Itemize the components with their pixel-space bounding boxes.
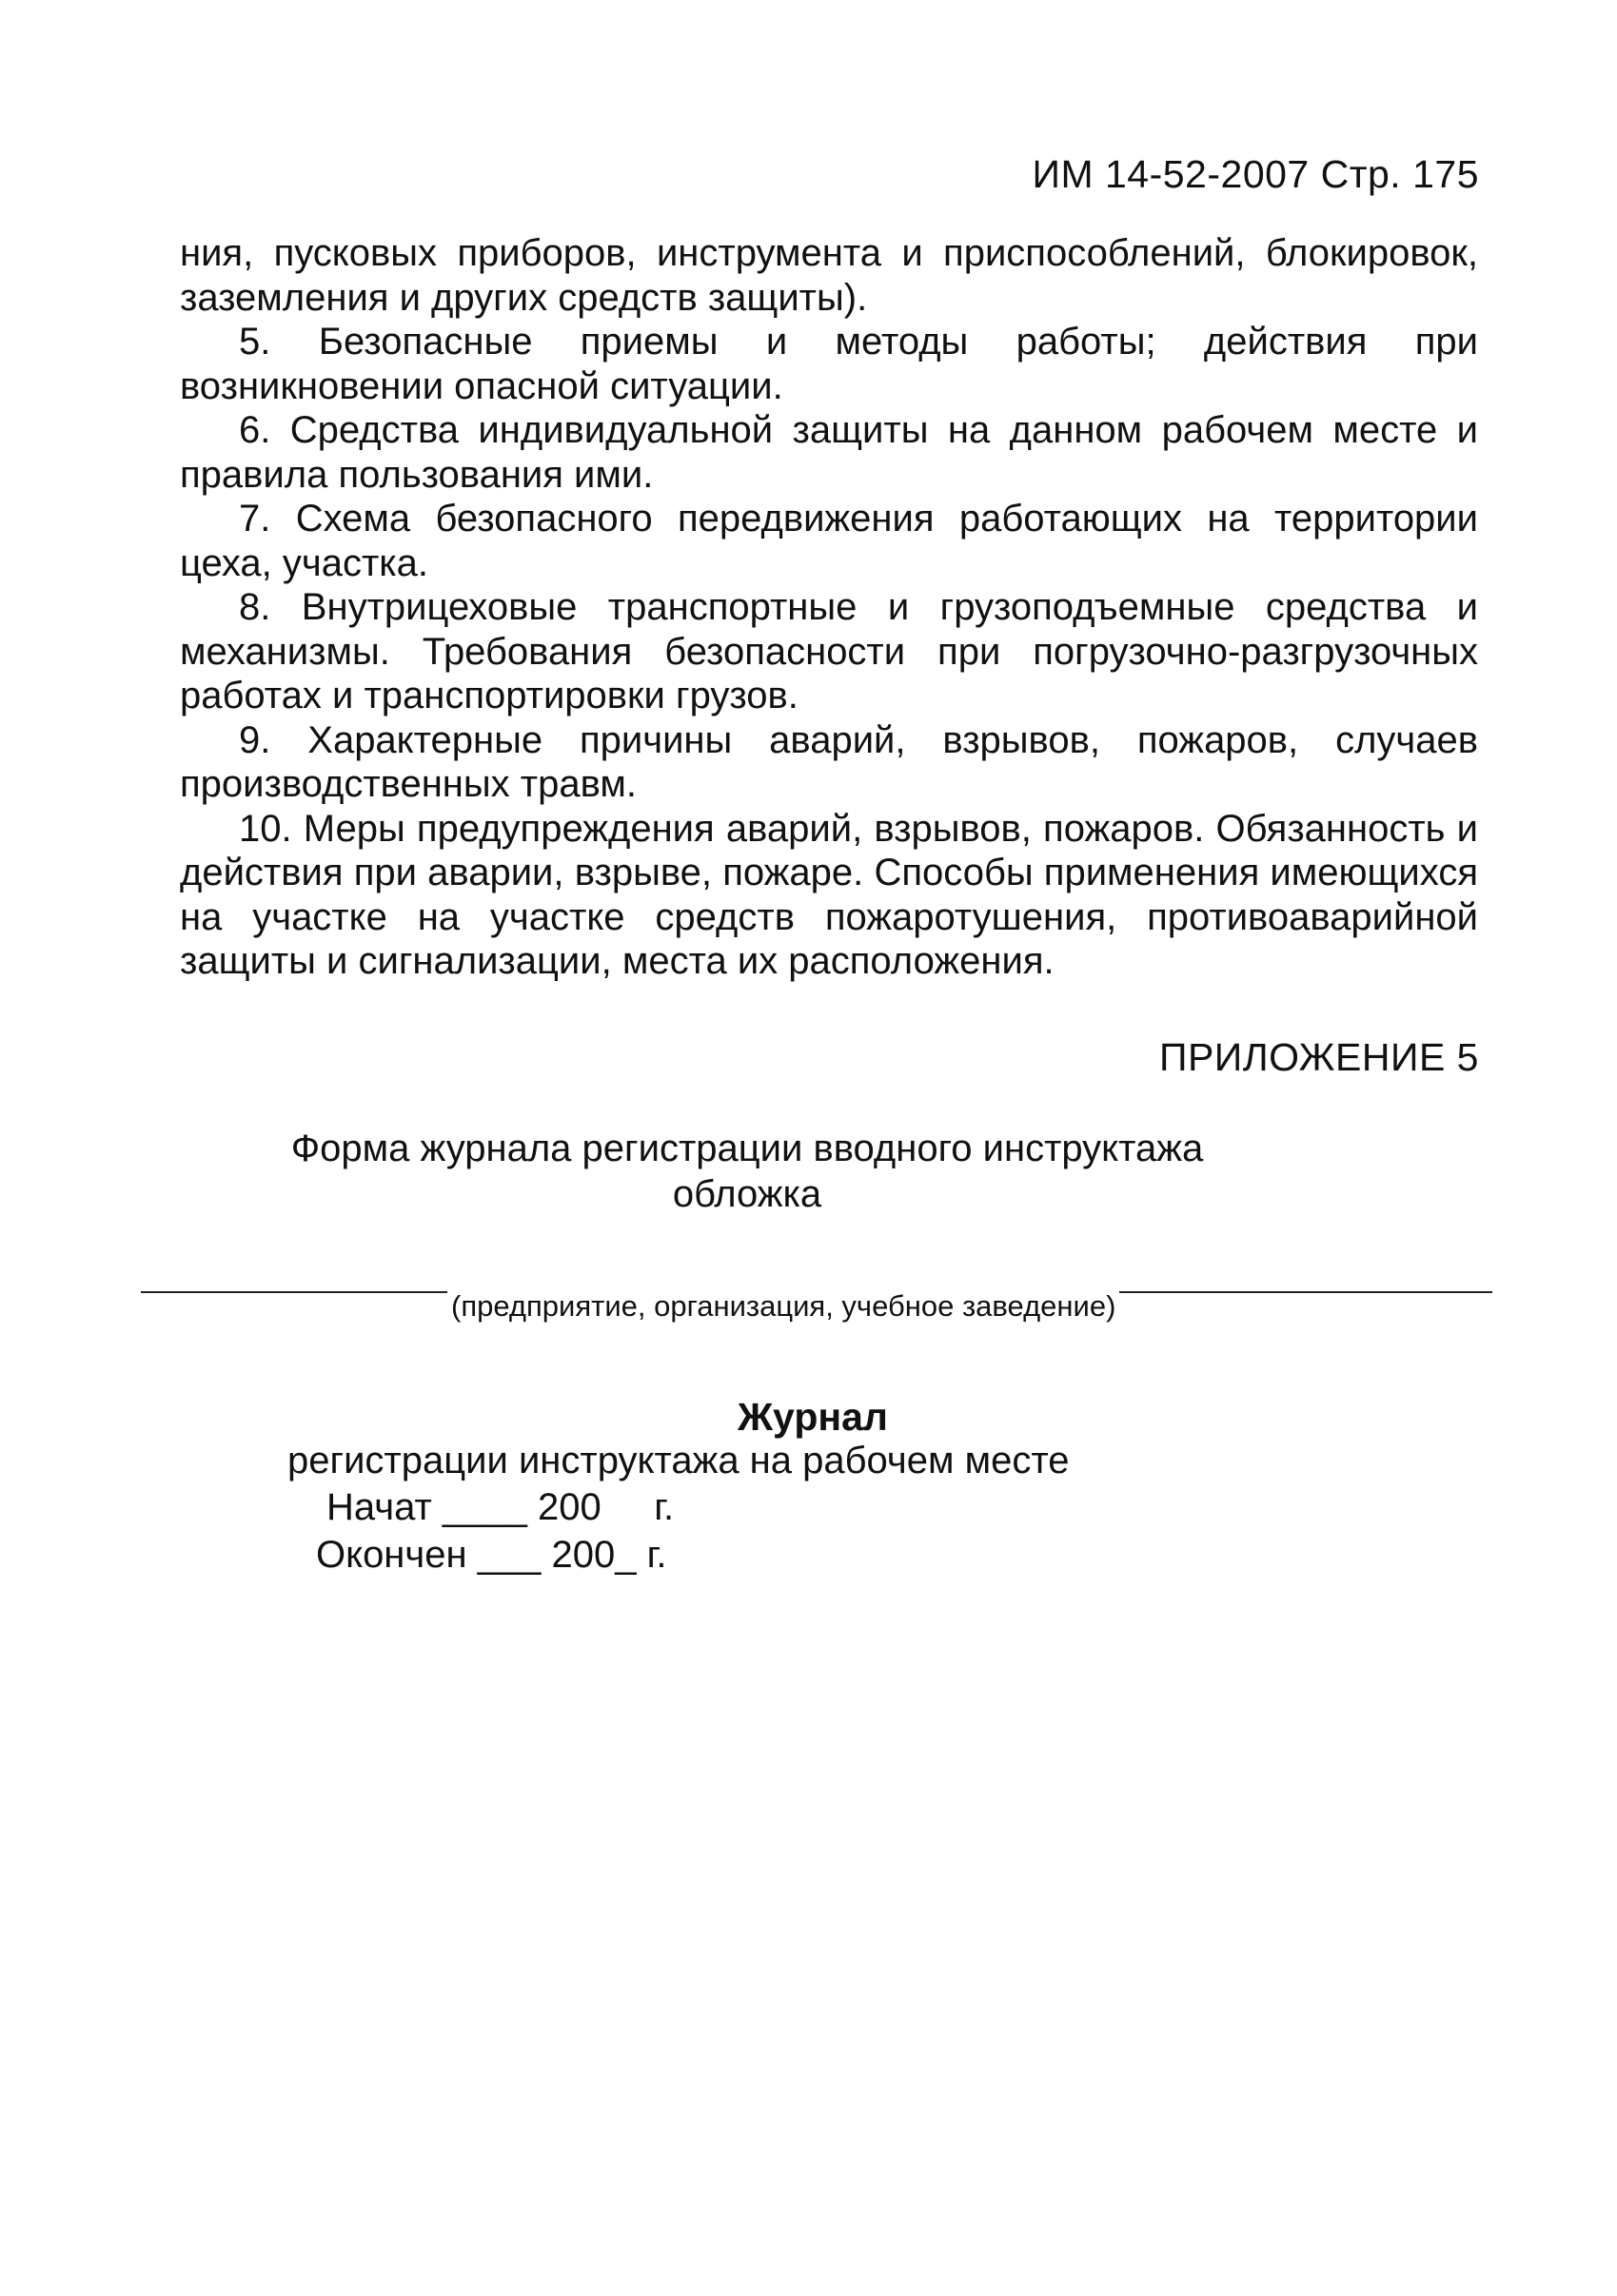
paragraph-item-9: 9. Характерные причины аварий, взрывов, пожаров, случаев производственных травм. bbox=[180, 718, 1478, 805]
paragraph-item-7: 7. Схема безопасного передвижения работающих на территории цеха, участка. bbox=[180, 498, 1478, 584]
organization-caption: (предприятие, организация, учебное заведение) bbox=[447, 1287, 1119, 1325]
paragraph-item-10: 10. Меры предупреждения аварий, взрывов, пожаров. Обязанность и действия при аварии, взрыве, пожаре. Способы применения имеющихся на участке на участке средств пожаротушения, противоаварийной защиты и сигнализации, места их расположения. bbox=[180, 807, 1478, 982]
page-header: ИМ 14-52-2007 Стр. 175 bbox=[1032, 152, 1479, 196]
paragraph-item-6: 6. Средства индивидуальной защиты на данном рабочем месте и правила пользования ими. bbox=[180, 409, 1478, 496]
paragraph-item-5: 5. Безопасные приемы и методы работы; действия при возникновении опасной ситуации. bbox=[180, 321, 1478, 407]
form-title bbox=[190, 1126, 1304, 1217]
body-text bbox=[180, 231, 1478, 984]
form-title-line-2: обложка bbox=[672, 1173, 822, 1215]
journal-title: Журнал bbox=[738, 1395, 888, 1439]
appendix-label: ПРИЛОЖЕНИЕ 5 bbox=[1158, 1035, 1479, 1079]
journal-started-line: Начат ____ 200 г. bbox=[326, 1486, 675, 1528]
journal-subtitle: регистрации инструктажа на рабочем месте bbox=[287, 1440, 1070, 1482]
paragraph-continuation: ния, пусковых приборов, инструмента и приспособлений, блокировок, заземления и других средств защиты). bbox=[180, 232, 1478, 319]
paragraph-item-8: 8. Внутрицеховые транспортные и грузоподъемные средства и механизмы. Требования безопасности при погрузочно-разгрузочных работах и транспортировки грузов. bbox=[180, 586, 1478, 716]
journal-ended-line: Окончен ___ 200_ г. bbox=[316, 1534, 667, 1576]
form-title-line-1: Форма журнала регистрации вводного инструктажа bbox=[290, 1128, 1204, 1169]
